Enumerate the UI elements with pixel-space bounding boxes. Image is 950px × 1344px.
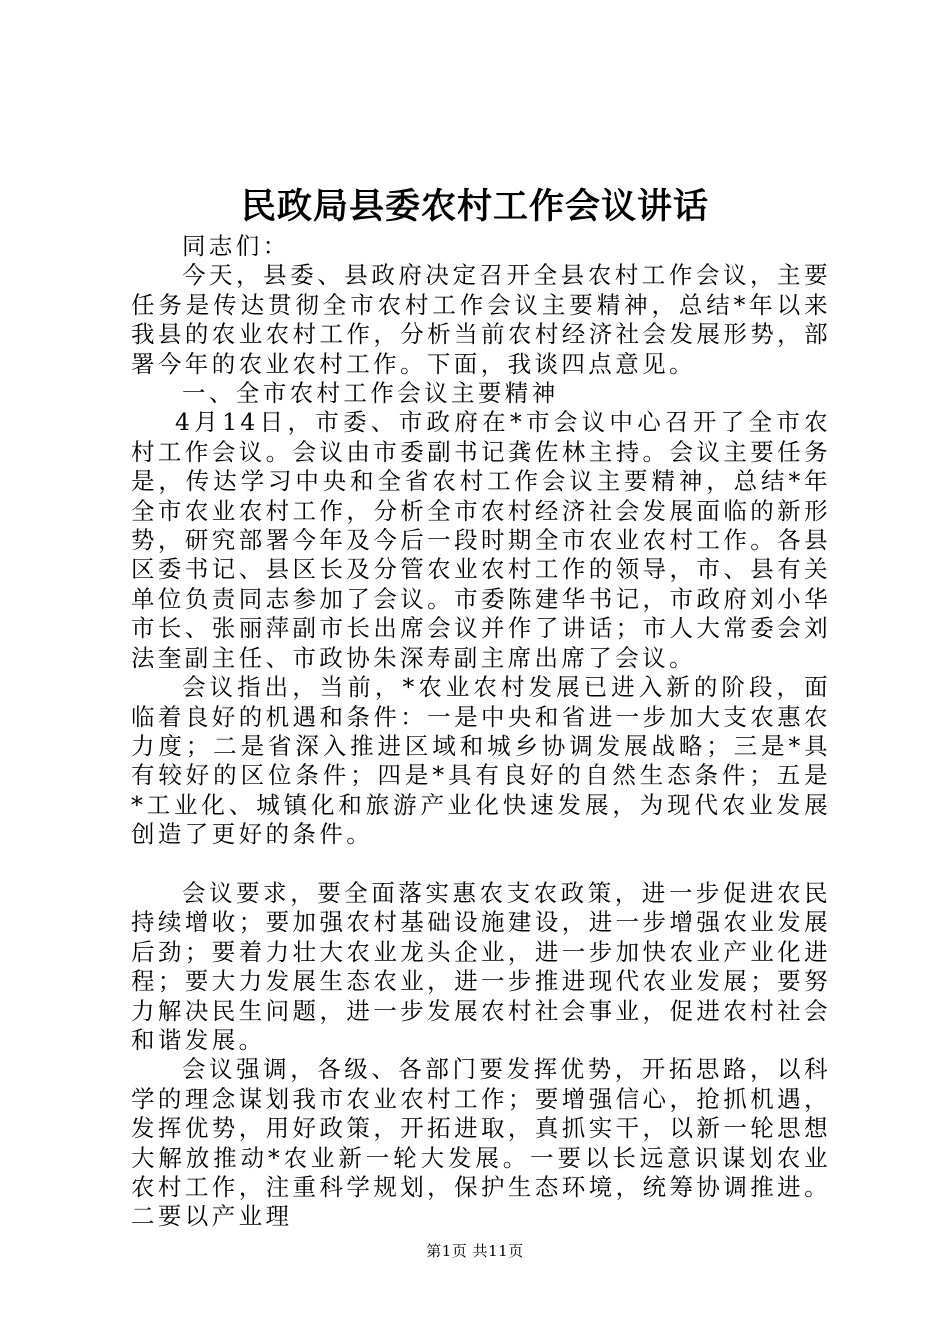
page-number-footer: 第1页 共11页 bbox=[426, 1242, 524, 1260]
paragraph-gap bbox=[131, 850, 831, 879]
section-heading: 一、全市农村工作会议主要精神 bbox=[182, 379, 559, 408]
document-body bbox=[131, 232, 831, 1232]
document-title: 民政局县委农村工作会议讲话 bbox=[240, 186, 709, 227]
meeting-summary-paragraph: 4月14日，市委、市政府在*市会议中心召开了全市农村工作会议。会议由市委副书记龚佐林主持。会议主要任务是，传达学习中央和全省农村工作会议主要精神，总结*年全市农业农村工作，分析全市农村经济社会发展面临的新形势，研究部署今年及今后一段时期全市农业农村工作。各县区委书记、县区长及分管农业农村工作的领导，市、县有关单位负责同志参加了会议。市委陈建华书记，市政府刘小华市长、张丽萍副市长出席会议并作了讲话；市人大常委会刘法奎副主任、市政协朱深寿副主席出席了会议。 bbox=[131, 408, 831, 672]
meeting-requirements-paragraph: 会议要求，要全面落实惠农支农政策，进一步促进农民持续增收；要加强农村基础设施建设，进一步增强农业发展后劲；要着力壮大农业龙头企业，进一步加快农业产业化进程；要大力发展生态农业，进一步推进现代农业发展；要努力解决民生问题，进一步发展农村社会事业，促进农村社会和谐发展。 bbox=[131, 878, 831, 1054]
meeting-points-paragraph: 会议指出，当前，*农业农村发展已进入新的阶段，面临着良好的机遇和条件：一是中央和省进一步加大支农惠农力度；二是省深入推进区域和城乡协调发展战略；三是*具有较好的区位条件；四是*具有良好的自然生态条件；五是*工业化、城镇化和旅游产业化快速发展，为现代农业发展创造了更好的条件。 bbox=[131, 673, 831, 849]
salutation-paragraph: 同志们： bbox=[182, 232, 290, 260]
intro-paragraph: 今天，县委、县政府决定召开全县农村工作会议，主要任务是传达贯彻全市农村工作会议主要精神，总结*年以来我县的农业农村工作，分析当前农村经济社会发展形势，部署今年的农业农村工作。下面，我谈四点意见。 bbox=[131, 261, 831, 378]
meeting-emphasis-paragraph: 会议强调，各级、各部门要发挥优势，开拓思路，以科学的理念谋划我市农业农村工作；要增强信心，抢抓机遇，发挥优势，用好政策，开拓进取，真抓实干，以新一轮思想大解放推动*农业新一轮大发展。一要以长远意识谋划农业农村工作，注重科学规划，保护生态环境，统筹协调推进。二要以产业理 bbox=[131, 1055, 831, 1231]
